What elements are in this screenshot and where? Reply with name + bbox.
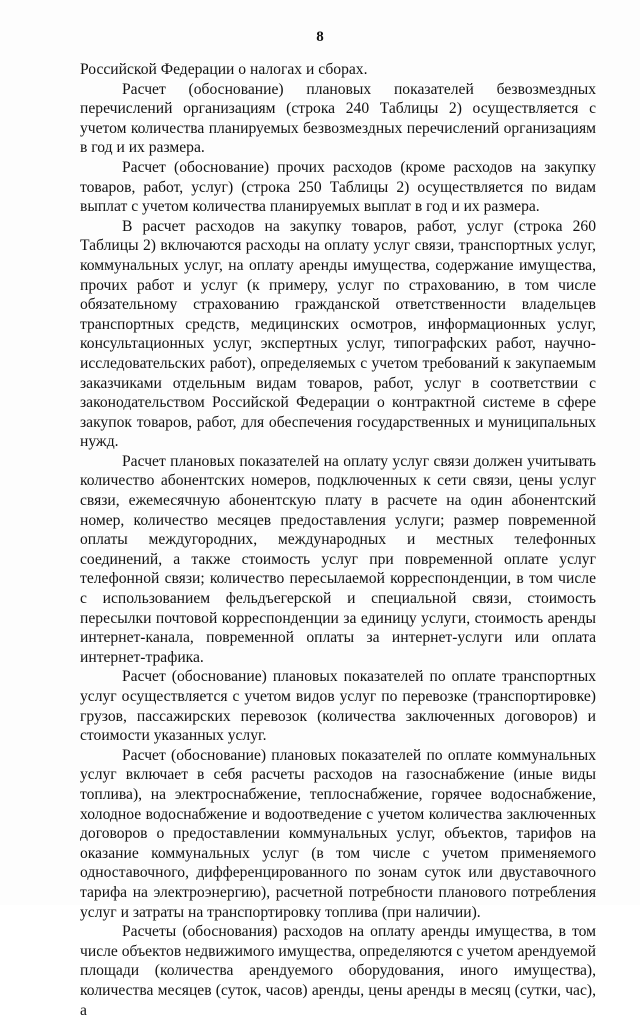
paragraph-procurement: В расчет расходов на закупку товаров, работ, услуг (строка 260 Таблицы 2) включаются расходы на оплату услуг связи, транспортных услуг, коммунальных услуг, на оплату аренды имущества, содержание имущества, прочих работ и услуг (к примеру, услуг по страхованию, в том числе обязательному страхованию гражданской ответственности владельцев транспортных средств, медицинских осмотров, информационных услуг, консультационных услуг, экспертных услуг, типографских работ, научно-исследовательских работ), определяемых с учетом требований к закупаемым заказчиками отдельным видам товаров, работ, услуг в соответствии с законодательством Российской Федерации о контрактной системе в сфере закупок товаров, работ, для обеспечения государственных и муниципальных нужд. <box>80 217 596 451</box>
document-body <box>80 60 596 1020</box>
paragraph-communication-services: Расчет плановых показателей на оплату услуг связи должен учитывать количество абонентских номеров, подключенных к сети связи, цены услуг связи, ежемесячную абонентскую плату в расчете на один абонентский номер, количество месяцев предоставления услуги; размер повременной оплаты междугородних, международных и местных телефонных соединений, а также стоимость услуг при повременной оплате услуг телефонной связи; количество пересылаемой корреспонденции, в том числе с использованием фельдъегерской и специальной связи, стоимость пересылки почтовой корреспонденции за единицу услуги, стоимость аренды интернет-канала, повременной оплаты за интернет-услуги или оплата интернет-трафика. <box>80 452 596 666</box>
paragraph-gratuitous-transfers: Расчет (обоснование) плановых показателей безвозмездных перечислений организациям (строка 240 Таблицы 2) осуществляется с учетом количества планируемых безвозмездных перечислений организациям в год и их размера. <box>80 80 596 157</box>
paragraph-property-rent: Расчеты (обоснования) расходов на оплату аренды имущества, в том числе объектов недвижимого имущества, определяются с учетом арендуемой площади (количества арендуемого оборудования, иного имущества), количества месяцев (суток, часов) аренды, цены аренды в месяц (сутки, час), а <box>80 923 596 1019</box>
paragraph-other-expenses: Расчет (обоснование) прочих расходов (кроме расходов на закупку товаров, работ, услуг) (строка 250 Таблицы 2) осуществляется по видам выплат с учетом количества планируемых выплат в год и их размера. <box>80 158 596 216</box>
page-number: 8 <box>316 29 324 45</box>
paragraph-transport-services: Расчет (обоснование) плановых показателей по оплате транспортных услуг осуществляется с учетом видов услуг по перевозке (транспортировке) грузов, пассажирских перевозок (количества заключенных договоров) и стоимости указанных услуг. <box>80 668 596 745</box>
paragraph-continuation: Российской Федерации о налогах и сборах. <box>80 61 368 78</box>
paragraph-utilities: Расчет (обоснование) плановых показателей по оплате коммунальных услуг включает в себя расчеты расходов на газоснабжение (иные виды топлива), на электроснабжение, теплоснабжение, горячее водоснабжение, холодное водоснабжение и водоотведение с учетом количества заключенных договоров о предоставлении коммунальных услуг, объектов, тарифов на оказание коммунальных услуг (в том числе с учетом применяемого одноставочного, дифференцированного по зонам суток или двуставочного тарифа на электроэнергию), расчетной потребности планового потребления услуг и затраты на транспортировку топлива (при наличии). <box>80 746 596 921</box>
